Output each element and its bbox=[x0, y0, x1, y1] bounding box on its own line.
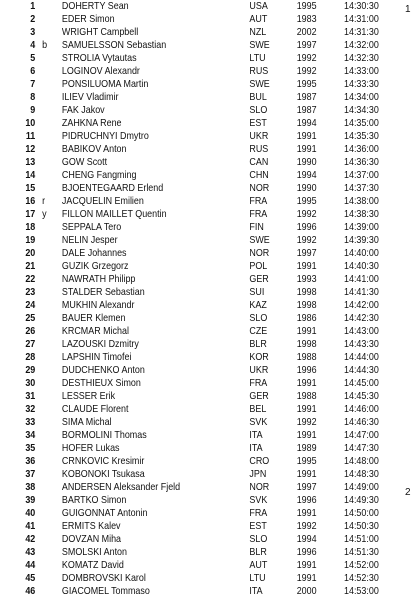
start-time-cell: 14:37:30 bbox=[344, 183, 379, 194]
athlete-name-cell: FAK Jakov bbox=[61, 105, 105, 116]
rank-cell: 37 bbox=[25, 469, 36, 480]
nation-cell: BEL bbox=[249, 404, 267, 415]
start-time-cell: 14:53:00 bbox=[344, 586, 379, 597]
athlete-name-cell: LAPSHIN Timofei bbox=[61, 352, 132, 363]
nation-cell: ITA bbox=[249, 430, 263, 441]
birth-year-cell: 1990 bbox=[296, 157, 317, 168]
birth-year-cell: 1991 bbox=[296, 404, 317, 415]
rank-cell: 42 bbox=[25, 534, 36, 545]
rank-cell: 1 bbox=[30, 1, 36, 12]
table-row bbox=[0, 468, 379, 481]
bib-mark-cell: b bbox=[42, 40, 48, 51]
nation-cell: NZL bbox=[249, 27, 267, 38]
nation-cell: FIN bbox=[249, 222, 264, 233]
athlete-name-cell: BABIKOV Anton bbox=[61, 144, 127, 155]
nation-cell: JPN bbox=[249, 469, 267, 480]
rank-cell: 8 bbox=[30, 92, 36, 103]
rank-cell: 3 bbox=[30, 27, 36, 38]
rank-cell: 14 bbox=[25, 170, 36, 181]
nation-cell: KOR bbox=[249, 352, 269, 363]
nation-cell: FRA bbox=[249, 209, 268, 220]
birth-year-cell: 1995 bbox=[296, 456, 317, 467]
rank-cell: 34 bbox=[25, 430, 36, 441]
start-time-cell: 14:34:30 bbox=[344, 105, 379, 116]
table-row bbox=[0, 91, 379, 104]
start-time-cell: 14:47:30 bbox=[344, 443, 379, 454]
rank-cell: 38 bbox=[25, 482, 36, 493]
edge-mark-middle: 2 bbox=[405, 487, 411, 498]
rank-cell: 33 bbox=[25, 417, 36, 428]
rank-cell: 16 bbox=[25, 196, 36, 207]
nation-cell: SWE bbox=[249, 235, 270, 246]
start-time-cell: 14:39:30 bbox=[344, 235, 379, 246]
nation-cell: ITA bbox=[249, 443, 263, 454]
athlete-name-cell: ANDERSEN Aleksander Fjeld bbox=[61, 482, 181, 493]
nation-cell: LTU bbox=[249, 573, 266, 584]
table-row bbox=[0, 260, 379, 273]
rank-cell: 11 bbox=[25, 131, 36, 142]
edge-mark-top: 1 bbox=[405, 4, 411, 15]
nation-cell: AUT bbox=[249, 14, 268, 25]
table-row bbox=[0, 533, 379, 546]
nation-cell: SVK bbox=[249, 417, 268, 428]
start-time-cell: 14:36:00 bbox=[344, 144, 379, 155]
birth-year-cell: 1997 bbox=[296, 40, 317, 51]
athlete-name-cell: SEPPALA Tero bbox=[61, 222, 122, 233]
rank-cell: 29 bbox=[25, 365, 36, 376]
birth-year-cell: 1992 bbox=[296, 209, 317, 220]
birth-year-cell: 1993 bbox=[296, 274, 317, 285]
nation-cell: KAZ bbox=[249, 300, 267, 311]
table-row bbox=[0, 390, 379, 403]
start-time-cell: 14:39:00 bbox=[344, 222, 379, 233]
start-time-cell: 14:51:00 bbox=[344, 534, 379, 545]
birth-year-cell: 1996 bbox=[296, 222, 317, 233]
table-row bbox=[0, 208, 379, 221]
start-time-cell: 14:40:00 bbox=[344, 248, 379, 259]
start-time-cell: 14:48:30 bbox=[344, 469, 379, 480]
table-row bbox=[0, 0, 379, 13]
table-row bbox=[0, 312, 379, 325]
athlete-name-cell: HOFER Lukas bbox=[61, 443, 120, 454]
start-time-cell: 14:46:30 bbox=[344, 417, 379, 428]
table-row bbox=[0, 156, 379, 169]
athlete-name-cell: BORMOLINI Thomas bbox=[61, 430, 147, 441]
nation-cell: AUT bbox=[249, 560, 268, 571]
athlete-name-cell: PONSILUOMA Martin bbox=[61, 79, 149, 90]
birth-year-cell: 1991 bbox=[296, 508, 317, 519]
table-row bbox=[0, 507, 379, 520]
start-time-cell: 14:46:00 bbox=[344, 404, 379, 415]
rank-cell: 18 bbox=[25, 222, 36, 233]
athlete-name-cell: DOHERTY Sean bbox=[61, 1, 129, 12]
rank-cell: 6 bbox=[30, 66, 36, 77]
athlete-name-cell: SIMA Michal bbox=[61, 417, 112, 428]
start-time-cell: 14:43:00 bbox=[344, 326, 379, 337]
rank-cell: 36 bbox=[25, 456, 36, 467]
start-time-cell: 14:33:30 bbox=[344, 79, 379, 90]
nation-cell: ITA bbox=[249, 586, 263, 597]
athlete-name-cell: BAUER Klemen bbox=[61, 313, 126, 324]
start-time-cell: 14:34:00 bbox=[344, 92, 379, 103]
birth-year-cell: 1992 bbox=[296, 521, 317, 532]
nation-cell: SLO bbox=[249, 534, 268, 545]
rank-cell: 39 bbox=[25, 495, 36, 506]
start-time-cell: 14:30:30 bbox=[344, 1, 379, 12]
table-row bbox=[0, 585, 379, 598]
rank-cell: 40 bbox=[25, 508, 36, 519]
rank-cell: 12 bbox=[25, 144, 36, 155]
nation-cell: RUS bbox=[249, 66, 269, 77]
athlete-name-cell: KOMATZ David bbox=[61, 560, 124, 571]
start-time-cell: 14:47:00 bbox=[344, 430, 379, 441]
athlete-name-cell: NAWRATH Philipp bbox=[61, 274, 136, 285]
start-time-cell: 14:41:30 bbox=[344, 287, 379, 298]
rank-cell: 35 bbox=[25, 443, 36, 454]
birth-year-cell: 1983 bbox=[296, 14, 317, 25]
rank-cell: 2 bbox=[30, 14, 36, 25]
start-time-cell: 14:43:30 bbox=[344, 339, 379, 350]
table-row bbox=[0, 494, 379, 507]
athlete-name-cell: KRCMAR Michal bbox=[61, 326, 129, 337]
nation-cell: USA bbox=[249, 1, 268, 12]
birth-year-cell: 1997 bbox=[296, 482, 317, 493]
nation-cell: UKR bbox=[249, 365, 269, 376]
table-row bbox=[0, 520, 379, 533]
athlete-name-cell: EDER Simon bbox=[61, 14, 115, 25]
start-time-cell: 14:49:00 bbox=[344, 482, 379, 493]
athlete-name-cell: GUZIK Grzegorz bbox=[61, 261, 129, 272]
nation-cell: FRA bbox=[249, 508, 268, 519]
nation-cell: SWE bbox=[249, 79, 270, 90]
birth-year-cell: 1994 bbox=[296, 118, 317, 129]
table-row bbox=[0, 143, 379, 156]
athlete-name-cell: WRIGHT Campbell bbox=[61, 27, 139, 38]
athlete-name-cell: DOVZAN Miha bbox=[61, 534, 122, 545]
start-time-cell: 14:36:30 bbox=[344, 157, 379, 168]
athlete-name-cell: STALDER Sebastian bbox=[61, 287, 145, 298]
athlete-name-cell: GOW Scott bbox=[61, 157, 108, 168]
birth-year-cell: 2002 bbox=[296, 27, 317, 38]
athlete-name-cell: CLAUDE Florent bbox=[61, 404, 129, 415]
table-row bbox=[0, 104, 379, 117]
table-row bbox=[0, 299, 379, 312]
rank-cell: 13 bbox=[25, 157, 36, 168]
rank-cell: 27 bbox=[25, 339, 36, 350]
nation-cell: SLO bbox=[249, 105, 268, 116]
rank-cell: 26 bbox=[25, 326, 36, 337]
athlete-name-cell: DALE Johannes bbox=[61, 248, 127, 259]
rank-cell: 19 bbox=[25, 235, 36, 246]
nation-cell: SWE bbox=[249, 40, 270, 51]
athlete-name-cell: ERMITS Kalev bbox=[61, 521, 121, 532]
athlete-name-cell: LOGINOV Alexandr bbox=[61, 66, 140, 77]
rank-cell: 30 bbox=[25, 378, 36, 389]
nation-cell: GER bbox=[249, 274, 269, 285]
start-time-cell: 14:50:30 bbox=[344, 521, 379, 532]
rank-cell: 15 bbox=[25, 183, 36, 194]
birth-year-cell: 1996 bbox=[296, 495, 317, 506]
birth-year-cell: 1991 bbox=[296, 573, 317, 584]
start-time-cell: 14:52:30 bbox=[344, 573, 379, 584]
table-row bbox=[0, 78, 379, 91]
birth-year-cell: 1991 bbox=[296, 560, 317, 571]
start-time-cell: 14:50:00 bbox=[344, 508, 379, 519]
start-time-cell: 14:42:30 bbox=[344, 313, 379, 324]
athlete-name-cell: JACQUELIN Emilien bbox=[61, 196, 144, 207]
birth-year-cell: 1991 bbox=[296, 131, 317, 142]
start-time-cell: 14:44:30 bbox=[344, 365, 379, 376]
birth-year-cell: 2000 bbox=[296, 586, 317, 597]
athlete-name-cell: DUDCHENKO Anton bbox=[61, 365, 145, 376]
rank-cell: 24 bbox=[25, 300, 36, 311]
start-time-cell: 14:32:30 bbox=[344, 53, 379, 64]
rank-cell: 45 bbox=[25, 573, 36, 584]
nation-cell: SUI bbox=[249, 287, 265, 298]
start-time-cell: 14:48:00 bbox=[344, 456, 379, 467]
table-row bbox=[0, 117, 379, 130]
start-time-cell: 14:44:00 bbox=[344, 352, 379, 363]
start-time-cell: 14:33:00 bbox=[344, 66, 379, 77]
nation-cell: FRA bbox=[249, 378, 268, 389]
start-time-cell: 14:31:00 bbox=[344, 14, 379, 25]
rank-cell: 41 bbox=[25, 521, 36, 532]
start-time-cell: 14:38:30 bbox=[344, 209, 379, 220]
nation-cell: FRA bbox=[249, 196, 268, 207]
birth-year-cell: 1991 bbox=[296, 469, 317, 480]
birth-year-cell: 1987 bbox=[296, 105, 317, 116]
nation-cell: NOR bbox=[249, 482, 270, 493]
rank-cell: 7 bbox=[30, 79, 36, 90]
athlete-name-cell: BARTKO Simon bbox=[61, 495, 127, 506]
nation-cell: CRO bbox=[249, 456, 270, 467]
start-time-cell: 14:35:30 bbox=[344, 131, 379, 142]
athlete-name-cell: GIACOMEL Tommaso bbox=[61, 586, 150, 597]
rank-cell: 5 bbox=[30, 53, 36, 64]
start-time-cell: 14:52:00 bbox=[344, 560, 379, 571]
rank-cell: 22 bbox=[25, 274, 36, 285]
birth-year-cell: 1998 bbox=[296, 339, 317, 350]
nation-cell: EST bbox=[249, 118, 267, 129]
athlete-name-cell: LESSER Erik bbox=[61, 391, 116, 402]
birth-year-cell: 1995 bbox=[296, 1, 317, 12]
table-row bbox=[0, 351, 379, 364]
rank-cell: 17 bbox=[25, 209, 36, 220]
rank-cell: 9 bbox=[30, 105, 36, 116]
nation-cell: NOR bbox=[249, 248, 270, 259]
rank-cell: 28 bbox=[25, 352, 36, 363]
athlete-name-cell: CHENG Fangming bbox=[61, 170, 137, 181]
table-row bbox=[0, 39, 379, 52]
table-row bbox=[0, 13, 379, 26]
athlete-name-cell: SAMUELSSON Sebastian bbox=[61, 40, 167, 51]
birth-year-cell: 1990 bbox=[296, 183, 317, 194]
rank-cell: 10 bbox=[25, 118, 36, 129]
table-row bbox=[0, 546, 379, 559]
table-row bbox=[0, 481, 379, 494]
start-time-cell: 14:35:00 bbox=[344, 118, 379, 129]
athlete-name-cell: DOMBROVSKI Karol bbox=[61, 573, 146, 584]
nation-cell: UKR bbox=[249, 131, 269, 142]
nation-cell: BLR bbox=[249, 547, 267, 558]
nation-cell: BUL bbox=[249, 92, 267, 103]
birth-year-cell: 1988 bbox=[296, 352, 317, 363]
birth-year-cell: 1988 bbox=[296, 391, 317, 402]
athlete-name-cell: STROLIA Vytautas bbox=[61, 53, 137, 64]
table-row bbox=[0, 130, 379, 143]
nation-cell: BLR bbox=[249, 339, 267, 350]
table-row bbox=[0, 572, 379, 585]
birth-year-cell: 1989 bbox=[296, 443, 317, 454]
nation-cell: POL bbox=[249, 261, 268, 272]
table-row bbox=[0, 195, 379, 208]
table-row bbox=[0, 325, 379, 338]
start-time-cell: 14:32:00 bbox=[344, 40, 379, 51]
start-time-cell: 14:45:30 bbox=[344, 391, 379, 402]
birth-year-cell: 1991 bbox=[296, 144, 317, 155]
birth-year-cell: 1991 bbox=[296, 261, 317, 272]
birth-year-cell: 1998 bbox=[296, 300, 317, 311]
rank-cell: 32 bbox=[25, 404, 36, 415]
rank-cell: 43 bbox=[25, 547, 36, 558]
table-row bbox=[0, 247, 379, 260]
birth-year-cell: 1994 bbox=[296, 170, 317, 181]
athlete-name-cell: DESTHIEUX Simon bbox=[61, 378, 141, 389]
nation-cell: CZE bbox=[249, 326, 268, 337]
athlete-name-cell: BJOENTEGAARD Erlend bbox=[61, 183, 164, 194]
nation-cell: LTU bbox=[249, 53, 266, 64]
table-row bbox=[0, 286, 379, 299]
athlete-name-cell: FILLON MAILLET Quentin bbox=[61, 209, 167, 220]
athlete-name-cell: ZAHKNA Rene bbox=[61, 118, 122, 129]
table-row bbox=[0, 377, 379, 390]
bib-mark-cell: y bbox=[42, 209, 47, 220]
table-row bbox=[0, 234, 379, 247]
table-row bbox=[0, 403, 379, 416]
start-time-cell: 14:38:00 bbox=[344, 196, 379, 207]
birth-year-cell: 1991 bbox=[296, 430, 317, 441]
start-time-cell: 14:42:00 bbox=[344, 300, 379, 311]
table-row bbox=[0, 364, 379, 377]
bib-mark-cell: r bbox=[42, 196, 46, 207]
nation-cell: RUS bbox=[249, 144, 269, 155]
table-row bbox=[0, 221, 379, 234]
nation-cell: SVK bbox=[249, 495, 268, 506]
birth-year-cell: 1998 bbox=[296, 287, 317, 298]
table-row bbox=[0, 52, 379, 65]
table-row bbox=[0, 429, 379, 442]
nation-cell: GER bbox=[249, 391, 269, 402]
athlete-name-cell: PIDRUCHNYI Dmytro bbox=[61, 131, 149, 142]
athlete-name-cell: NELIN Jesper bbox=[61, 235, 118, 246]
athlete-name-cell: GUIGONNAT Antonin bbox=[61, 508, 148, 519]
rank-cell: 20 bbox=[25, 248, 36, 259]
nation-cell: EST bbox=[249, 521, 267, 532]
birth-year-cell: 1991 bbox=[296, 378, 317, 389]
birth-year-cell: 1991 bbox=[296, 326, 317, 337]
birth-year-cell: 1997 bbox=[296, 248, 317, 259]
table-row bbox=[0, 26, 379, 39]
table-row bbox=[0, 182, 379, 195]
birth-year-cell: 1996 bbox=[296, 365, 317, 376]
rank-cell: 31 bbox=[25, 391, 36, 402]
rank-cell: 4 bbox=[30, 40, 36, 51]
start-time-cell: 14:51:30 bbox=[344, 547, 379, 558]
start-time-cell: 14:45:00 bbox=[344, 378, 379, 389]
birth-year-cell: 1996 bbox=[296, 547, 317, 558]
table-row bbox=[0, 338, 379, 351]
nation-cell: NOR bbox=[249, 183, 270, 194]
birth-year-cell: 1992 bbox=[296, 417, 317, 428]
athlete-name-cell: CRNKOVIC Kresimir bbox=[61, 456, 145, 467]
birth-year-cell: 1994 bbox=[296, 534, 317, 545]
rank-cell: 23 bbox=[25, 287, 36, 298]
athlete-name-cell: SMOLSKI Anton bbox=[61, 547, 127, 558]
start-time-cell: 14:41:00 bbox=[344, 274, 379, 285]
athlete-name-cell: LAZOUSKI Dzmitry bbox=[61, 339, 139, 350]
athlete-name-cell: ILIEV Vladimir bbox=[61, 92, 119, 103]
table-row bbox=[0, 169, 379, 182]
nation-cell: SLO bbox=[249, 313, 268, 324]
table-row bbox=[0, 442, 379, 455]
rank-cell: 25 bbox=[25, 313, 36, 324]
birth-year-cell: 1992 bbox=[296, 235, 317, 246]
birth-year-cell: 1992 bbox=[296, 66, 317, 77]
nation-cell: CHN bbox=[249, 170, 269, 181]
athlete-name-cell: KOBONOKI Tsukasa bbox=[61, 469, 145, 480]
birth-year-cell: 1995 bbox=[296, 79, 317, 90]
rank-cell: 44 bbox=[25, 560, 36, 571]
table-row bbox=[0, 559, 379, 572]
rank-cell: 21 bbox=[25, 261, 36, 272]
birth-year-cell: 1992 bbox=[296, 53, 317, 64]
table-row bbox=[0, 65, 379, 78]
birth-year-cell: 1995 bbox=[296, 196, 317, 207]
start-time-cell: 14:40:30 bbox=[344, 261, 379, 272]
athlete-name-cell: MUKHIN Alexandr bbox=[61, 300, 135, 311]
table-row bbox=[0, 416, 379, 429]
birth-year-cell: 1986 bbox=[296, 313, 317, 324]
nation-cell: CAN bbox=[249, 157, 269, 168]
start-time-cell: 14:37:00 bbox=[344, 170, 379, 181]
birth-year-cell: 1987 bbox=[296, 92, 317, 103]
table-row bbox=[0, 455, 379, 468]
start-time-cell: 14:49:30 bbox=[344, 495, 379, 506]
start-time-cell: 14:31:30 bbox=[344, 27, 379, 38]
table-row bbox=[0, 273, 379, 286]
rank-cell: 46 bbox=[25, 586, 36, 597]
